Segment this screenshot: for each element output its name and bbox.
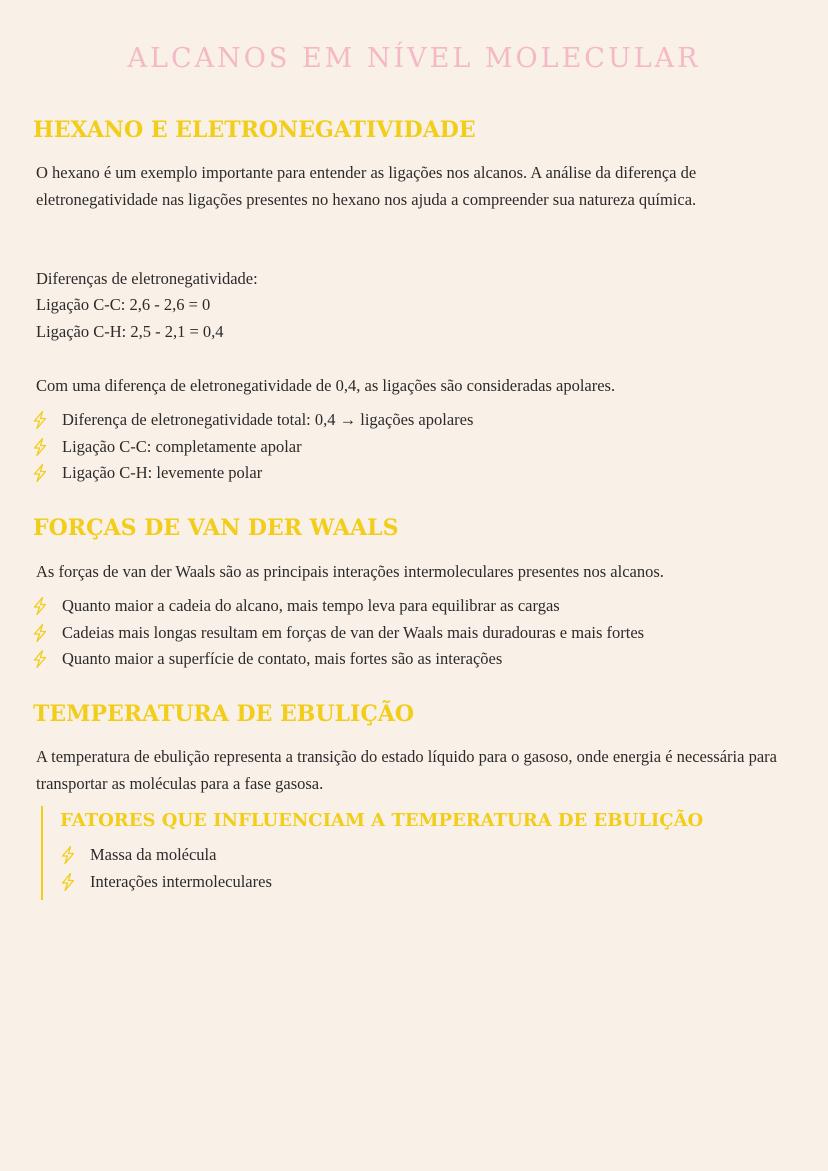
callout-box: [41, 806, 743, 900]
callout-bullet-list: [60, 842, 272, 895]
bullet-text: Quanto maior a cadeia do alcano, mais tempo leva para equilibrar as cargas: [62, 596, 560, 615]
lightning-bolt-icon: [60, 846, 76, 864]
diff-cc: Ligação C-C: 2,6 - 2,6 = 0: [36, 295, 211, 314]
lightning-bolt-icon: [32, 624, 48, 642]
section-heading-hexano: HEXANO E ELETRONEGATIVIDADE: [33, 117, 476, 143]
bullet-text: Massa da molécula: [90, 845, 217, 864]
list-item: [32, 620, 644, 647]
list-item: [60, 842, 272, 869]
lightning-bolt-icon: [32, 597, 48, 615]
section-heading-vanderwaals: FORÇAS DE VAN DER WAALS: [33, 515, 399, 541]
lightning-bolt-icon: [32, 650, 48, 668]
vanderwaals-intro: As forças de van der Waals são as principais interações intermoleculares presentes nos alcanos.: [36, 562, 664, 581]
hexano-bullet-list: [32, 407, 473, 487]
list-item: [32, 407, 473, 434]
list-item: [32, 434, 473, 461]
section-heading-ebulicao: TEMPERATURA DE EBULIÇÃO: [33, 701, 415, 727]
list-item: [32, 646, 644, 673]
diff-label: Diferenças de eletronegatividade:: [36, 269, 258, 288]
diff-ch: Ligação C-H: 2,5 - 2,1 = 0,4: [36, 322, 224, 341]
bullet-text: Diferença de eletronegatividade total: 0,4 → ligações apolares: [62, 410, 474, 429]
bullet-text: Quanto maior a superfície de contato, mais fortes são as interações: [62, 649, 503, 669]
lightning-bolt-icon: [32, 438, 48, 456]
list-item: [32, 593, 644, 620]
bullet-text: Ligação C-H: levemente polar: [62, 463, 263, 483]
ebulicao-intro: A temperatura de ebulição representa a transição do estado líquido para o gasoso, onde energia é necessária para transportar as moléculas para a fase gasosa.: [36, 747, 777, 793]
callout-heading: FATORES QUE INFLUENCIAM A TEMPERATURA DE EBULIÇÃO: [60, 810, 704, 831]
lightning-bolt-icon: [60, 873, 76, 891]
lightning-bolt-icon: [32, 411, 48, 429]
list-item: [32, 460, 473, 487]
bullet-text: Cadeias mais longas resultam em forças de van der Waals mais duradouras e mais fortes: [62, 622, 645, 642]
page-title: ALCANOS EM NÍVEL MOLECULAR: [127, 43, 701, 74]
list-item: [60, 869, 272, 896]
bullet-text: Ligação C-C: completamente apolar: [62, 436, 302, 456]
lightning-bolt-icon: [32, 464, 48, 482]
bullet-text: Interações intermoleculares: [90, 871, 272, 891]
hexano-intro: O hexano é um exemplo importante para entender as ligações nos alcanos. A análise da diferença de eletronegatividade nas ligações presentes no hexano nos ajuda a compreender sua natureza química.: [36, 163, 697, 209]
vanderwaals-bullet-list: [32, 593, 644, 673]
hexano-conclusion: Com uma diferença de eletronegatividade de 0,4, as ligações são consideradas apolares.: [36, 376, 616, 395]
